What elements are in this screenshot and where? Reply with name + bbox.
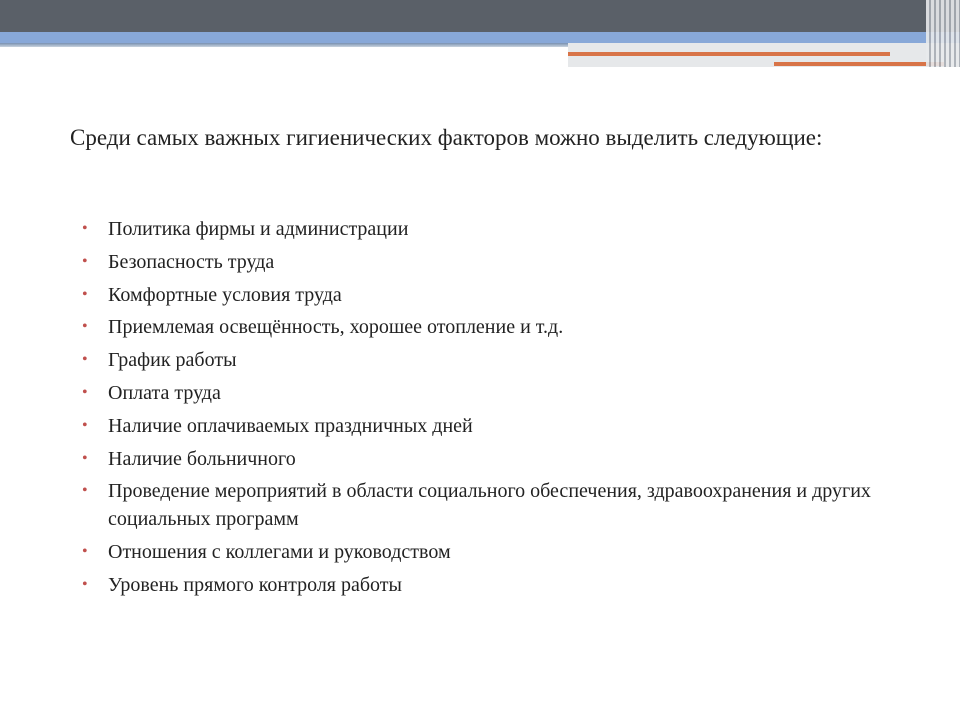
- list-item-text: Политика фирмы и администрации: [108, 218, 409, 240]
- header-stripes-decoration: [926, 0, 960, 67]
- bullet-icon: •: [82, 351, 88, 369]
- list-item-text: График работы: [108, 349, 237, 372]
- list-item-text: Проведение мероприятий в области социального обеспечения, здравоохранения и других социальных программ: [108, 480, 871, 531]
- bullet-icon: •: [82, 449, 88, 467]
- header-dark-bar: [0, 0, 960, 32]
- bullet-icon: •: [82, 220, 88, 237]
- list-item-text: Комфортные условия труда: [108, 283, 342, 306]
- bullet-icon: •: [82, 416, 88, 434]
- bullet-icon: •: [82, 383, 88, 401]
- list-item: [82, 281, 882, 309]
- list-item: [82, 538, 882, 566]
- bullet-icon: •: [82, 543, 88, 561]
- slide-intro-text: Среди самых важных гигиенических факторов можно выделить следующие:: [70, 125, 823, 150]
- list-item: [82, 412, 882, 440]
- list-item: [82, 379, 882, 407]
- header-orange-line: [568, 52, 890, 56]
- list-item: [82, 313, 882, 341]
- list-item-text: Уровень прямого контроля работы: [108, 573, 402, 596]
- bullet-icon: •: [82, 318, 88, 336]
- list-item-text: Оплата труда: [108, 381, 221, 404]
- bullet-icon: •: [82, 482, 88, 500]
- header-orange-line-short: [774, 62, 944, 66]
- list-item-text: Безопасность труда: [108, 250, 275, 273]
- header-blue-bar: [0, 32, 960, 43]
- list-item-text: Приемлемая освещённость, хорошее отопление и т.д.: [108, 316, 564, 339]
- list-item: [82, 477, 882, 533]
- list-item: [82, 215, 882, 243]
- bullet-icon: •: [82, 252, 88, 270]
- list-item: [82, 445, 882, 473]
- bullet-icon: •: [82, 285, 88, 303]
- list-item-text: Наличие больничного: [108, 447, 296, 470]
- list-item-text: Наличие оплачиваемых праздничных дней: [108, 414, 473, 437]
- list-item-text: Отношения с коллегами и руководством: [108, 541, 451, 564]
- list-item: [82, 346, 882, 374]
- bullet-list: [82, 215, 882, 604]
- list-item: [82, 248, 882, 276]
- header-blue-shadow: [0, 43, 568, 47]
- list-item: [82, 571, 882, 599]
- bullet-icon: •: [82, 575, 88, 593]
